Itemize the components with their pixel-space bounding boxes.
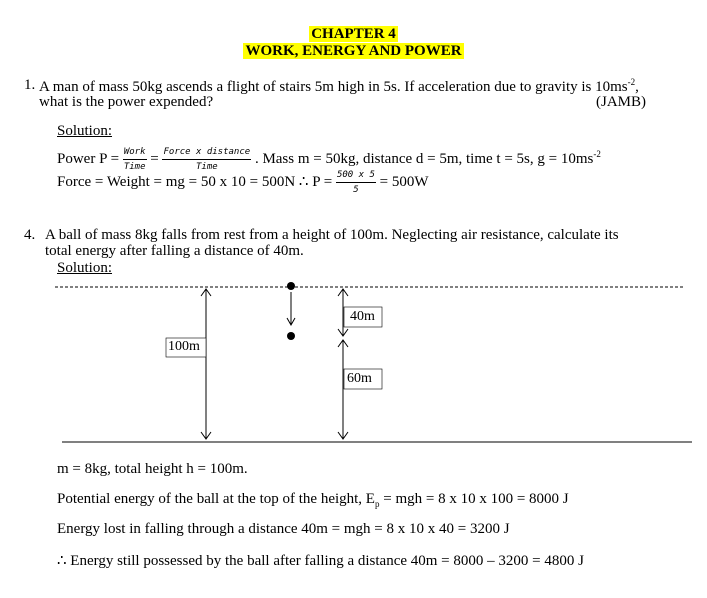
q4-line1: A ball of mass 8kg falls from rest from a height of 100m. Neglecting air resistance, calculate its (45, 227, 619, 243)
chapter-title: WORK, ENERGY AND POWER (245, 43, 462, 59)
frac3-num: 500 x 5 (336, 171, 376, 183)
pe-text-b: = mgh = 8 x 10 x 100 = 8000 J (379, 491, 569, 507)
q1-line2: what is the power expended? (39, 94, 214, 110)
label-40m: 40m (350, 309, 375, 324)
q1-result: = 500W (379, 174, 429, 190)
label-60m: 60m (347, 371, 372, 386)
q4-energy-lost: Energy lost in falling through a distance 40m = mgh = 8 x 10 x 40 = 3200 J (57, 521, 510, 537)
q4-line2: total energy after falling a distance of 40m. (45, 243, 304, 259)
q4-given: m = 8kg, total height h = 100m. (57, 461, 248, 477)
force-line-text: Force = Weight = mg = 50 x 10 = 500N ∴ P = (57, 174, 333, 190)
q4-number: 4. (24, 227, 36, 243)
q1-number: 1. (24, 77, 36, 93)
q1-given: . Mass m = 50kg, distance d = 5m, time t = 5s, g = 10ms (254, 151, 594, 167)
frac1-den: Time (123, 161, 146, 172)
frac2-den: Time (195, 161, 218, 172)
ball-start (287, 282, 295, 290)
q4-solution-label: Solution: (57, 260, 113, 276)
frac1-num: Work (123, 148, 147, 160)
frac2-num: Force x distance (162, 148, 251, 160)
q4-potential-energy (57, 491, 569, 509)
q1-given-sup: -2 (593, 149, 601, 159)
pe-sub: p (374, 499, 380, 509)
power-prefix: Power P = (57, 151, 120, 167)
chapter-number: CHAPTER 4 (311, 26, 396, 42)
q4-final-energy: ∴ Energy still possessed by the ball after falling a distance 40m = 8000 – 3200 = 4800 J (57, 553, 584, 569)
q1-source: (JAMB) (596, 94, 647, 110)
pe-text-a: Potential energy of the ball at the top of the height, E (57, 491, 375, 507)
frac3-den: 5 (353, 184, 359, 195)
q1-line1-sup: -2 (627, 77, 636, 87)
equals-sign: = (150, 151, 159, 167)
ball-after-fall (287, 332, 295, 340)
label-100m: 100m (168, 339, 200, 354)
q1-solution-label: Solution: (57, 123, 113, 139)
q1-line1-text: A man of mass 50kg ascends a flight of stairs 5m high in 5s. If acceleration due to gravity is 10ms (39, 79, 628, 95)
q1-line1-end: , (635, 79, 639, 95)
